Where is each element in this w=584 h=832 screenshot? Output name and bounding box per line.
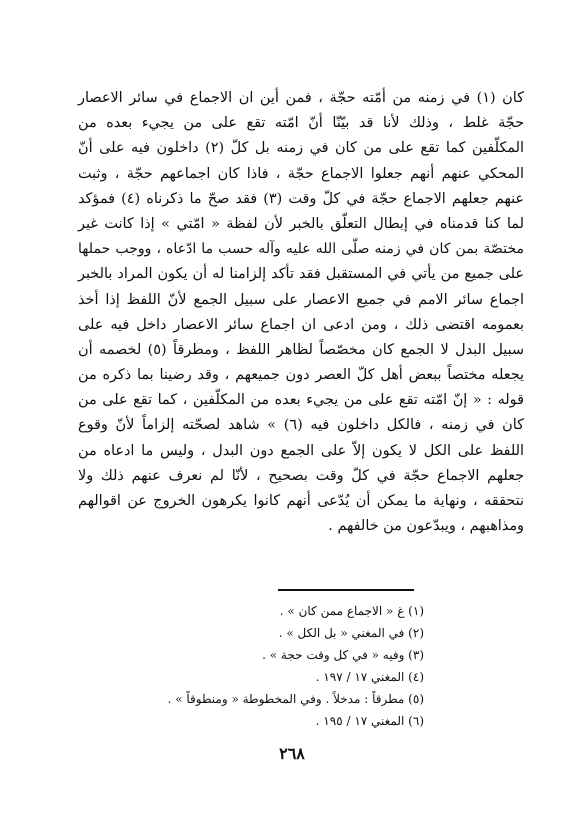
body-line: كان (١) في زمنه من أمّته حجّة ، فمن أين ان الاجماع في سائر الاعصار <box>78 90 524 106</box>
footnote-6: (٦) المغني ١٧ / ١٩٥ . <box>315 714 424 728</box>
body-line: لما كنا قدمناه في إبطال التعلّق بالخبر لأن لفظة « امّتي » إذا كانت غير <box>78 215 524 232</box>
footnote-5: (٥) مطرقاً : مدخلاً . وفي المخطوطة « ومنطوقاً » . <box>167 692 424 706</box>
body-line: جعلهم الاجماع حجّة في كلّ وقت بصحيح ، لأنّا لم نعرف عنهم ذلك ولا <box>78 467 524 484</box>
page-number: ٢٦٨ <box>279 744 305 763</box>
body-line: يجعله مختصاً ببعض أهل كلّ العصر دون جميعهم ، وقد رضينا بما ذكره من <box>78 367 524 384</box>
footnote-3: (٣) وفيه « في كل وقت حجة » . <box>262 648 424 662</box>
footnote-4: (٤) المغني ١٧ / ١٩٧ . <box>315 670 424 684</box>
body-line: اللفظ على الكل لا يكون إلاّ على الجمع دون البدل ، وليس ما ادعاه من <box>78 442 524 459</box>
body-line: سبيل البدل لا الجمع كان مخصّصاً لظاهر اللفظ ، ومطرقاً (٥) لخصمه أن <box>78 341 524 358</box>
body-line: كان في زمنه ، فالكل داخلون فيه (٦) » شاهد لصحّته إلزاماً لأنّ وقوع <box>78 417 524 434</box>
body-line: نتحققه ، ونهاية ما يمكن أن يُدّعى أنهم كانوا يكرهون الخروج عن اقوالهم <box>78 493 524 509</box>
footnote-1: (١) غ « الاجماع ممن كان » . <box>279 604 424 618</box>
body-line: بعمومه اقتضى ذلك ، ومن ادعى ان اجماع سائر الاعصار داخل فيه على <box>78 316 524 333</box>
footnote-2: (٢) في المغني « بل الكل » . <box>278 626 424 640</box>
body-text <box>78 86 524 539</box>
footnote-divider <box>278 589 414 591</box>
body-line: المحكي عنهم أنهم جعلوا الاجماع حجّة ، فاذا كان اجماعهم حجّة ، وثبت <box>78 165 524 182</box>
body-line: المكلّفين كما تقع على من كان في زمنه بل كلّ (٢) داخلون فيه على أنّ <box>78 140 524 157</box>
body-line: حجّة غلط ، وذلك لأنا قد بيّنّا أنّ امّته تقع على من يجيء بعده من <box>78 115 524 132</box>
body-line: مختصّة بمن كان في زمنه صلّى الله عليه وآله حسب ما ادّعاه ، ووجب حملها <box>78 241 524 258</box>
body-line: على جميع من يأتي في المستقبل فقد تأكد إلزامنا له أن يكون المراد بالخبر <box>78 266 524 283</box>
footnotes <box>164 600 424 732</box>
body-line-last: ومذاهبهم ، ويبدّعون من خالفهم . <box>328 518 524 535</box>
body-line: اجماع سائر الامم في جميع الاعصار على سبيل الجمع لأنّ اللفظ إذا أخذ <box>78 291 524 308</box>
body-line: عنهم جعلهم الاجماع حجّة في كلّ وقت (٣) فقد صحّ ما ذكرناه (٤) فمؤكد <box>78 190 525 207</box>
body-line: قوله : « إنّ امّته تقع على من يجيء بعده من المكلّفين ، كما تقع على من <box>78 392 524 409</box>
